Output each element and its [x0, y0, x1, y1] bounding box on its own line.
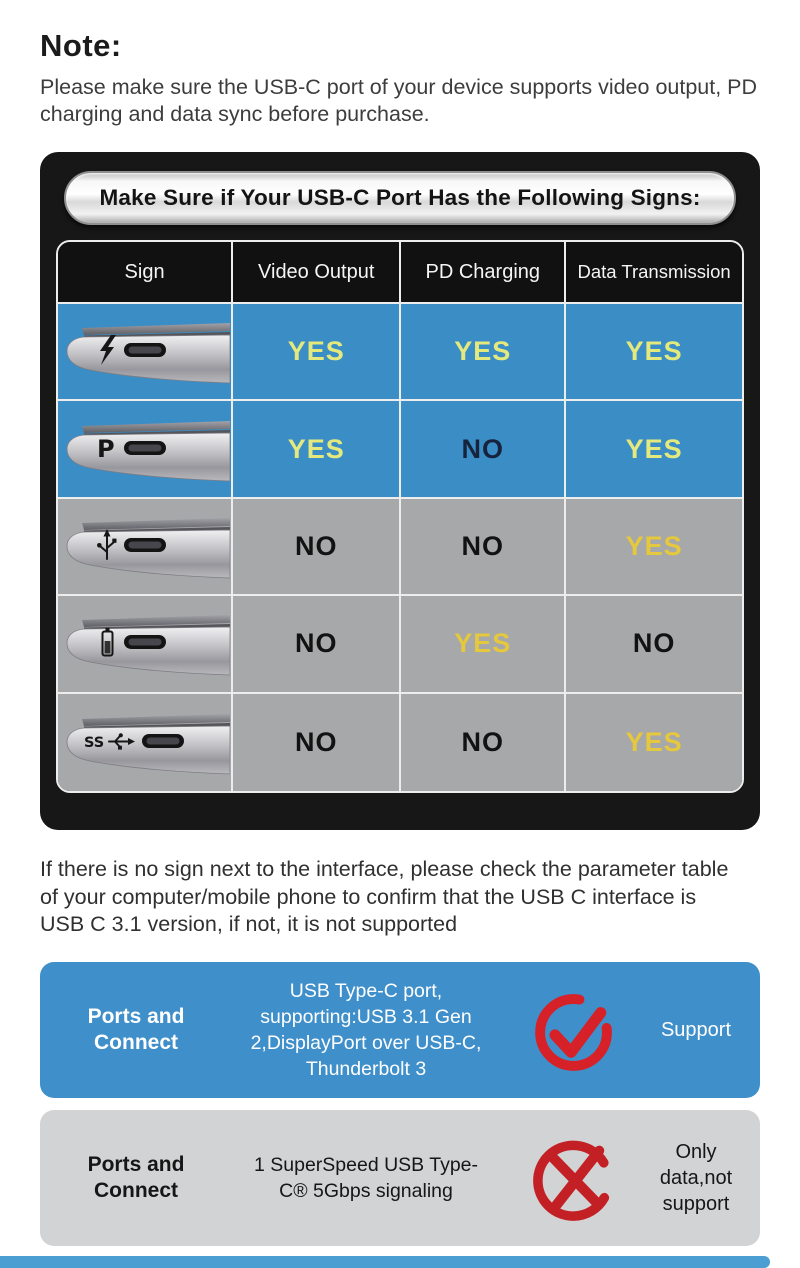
value-data-transmission: YES	[625, 726, 683, 757]
column-header-sign: Sign	[58, 242, 233, 304]
table-cell	[233, 499, 401, 596]
table-row	[58, 499, 233, 596]
svg-text:SS: SS	[83, 734, 104, 751]
table-cell	[401, 499, 566, 596]
table-cell	[566, 499, 742, 596]
table-row	[58, 596, 233, 693]
value-pd-charging: NO	[461, 433, 505, 464]
column-header-video-output: Video Output	[233, 242, 401, 304]
value-video-output: YES	[287, 433, 345, 464]
usb-port-icon	[60, 499, 230, 594]
check-icon	[512, 983, 640, 1077]
svg-text:P: P	[96, 434, 115, 463]
table-row	[58, 694, 233, 791]
value-data-transmission: YES	[625, 433, 683, 464]
panel-description: 1 SuperSpeed USB Type-C® 5Gbps signaling	[253, 1154, 479, 1202]
value-pd-charging: NO	[461, 726, 505, 757]
panel-label: Ports and Connect	[87, 1153, 185, 1202]
table-row	[58, 401, 233, 498]
table-cell	[233, 694, 401, 791]
table-cell	[401, 401, 566, 498]
column-header-data-transmission: Data Transmission	[566, 242, 742, 304]
value-video-output: YES	[287, 336, 345, 367]
table-cell	[233, 401, 401, 498]
sign-board	[40, 152, 760, 830]
value-data-transmission: YES	[625, 530, 683, 561]
value-data-transmission: YES	[625, 336, 683, 367]
table-cell	[566, 304, 742, 401]
table-cell	[401, 596, 566, 693]
value-pd-charging: YES	[454, 336, 512, 367]
battery-port-icon	[60, 596, 230, 691]
value-pd-charging: YES	[454, 628, 512, 659]
board-banner	[64, 171, 736, 225]
table-cell	[566, 401, 742, 498]
board-banner-title: Make Sure if Your USB-C Port Has the Following Signs:	[99, 185, 701, 210]
table-cell	[566, 694, 742, 791]
table-cell	[233, 304, 401, 401]
note-paragraph: Please make sure the USB-C port of your device supports video output, PD charging and data sync before purchase.	[40, 75, 758, 126]
table-cell	[401, 694, 566, 791]
table-cell	[566, 596, 742, 693]
value-data-transmission: NO	[632, 628, 676, 659]
table-cell	[233, 596, 401, 693]
value-video-output: NO	[294, 726, 338, 757]
note-heading: Note:	[40, 28, 122, 63]
no-sign-paragraph: If there is no sign next to the interface, please check the parameter table of your computer/mobile phone to confirm that the USB C interface is USB C 3.1 version, if not, it is not supported	[40, 857, 729, 936]
value-pd-charging: NO	[461, 530, 505, 561]
column-header-pd-charging: PD Charging	[401, 242, 566, 304]
support-panel	[40, 962, 760, 1098]
sign-table	[56, 240, 744, 793]
table-row	[58, 304, 233, 401]
support-panel	[40, 1110, 760, 1246]
panel-status: Support	[660, 1019, 732, 1041]
displayport-port-icon	[60, 402, 230, 497]
value-video-output: NO	[294, 628, 338, 659]
superspeed-usb-port-icon	[60, 695, 230, 790]
panel-status: Only data,not support	[659, 1141, 733, 1215]
panel-description: USB Type-C port, supporting:USB 3.1 Gen 2,DisplayPort over USB-C, Thunderbolt 3	[250, 980, 482, 1080]
panel-label: Ports and Connect	[87, 1005, 185, 1054]
bottom-accent-strip	[0, 1256, 770, 1268]
table-cell	[401, 304, 566, 401]
value-video-output: NO	[294, 530, 338, 561]
cross-icon	[512, 1129, 640, 1227]
thunderbolt-port-icon	[60, 304, 230, 399]
